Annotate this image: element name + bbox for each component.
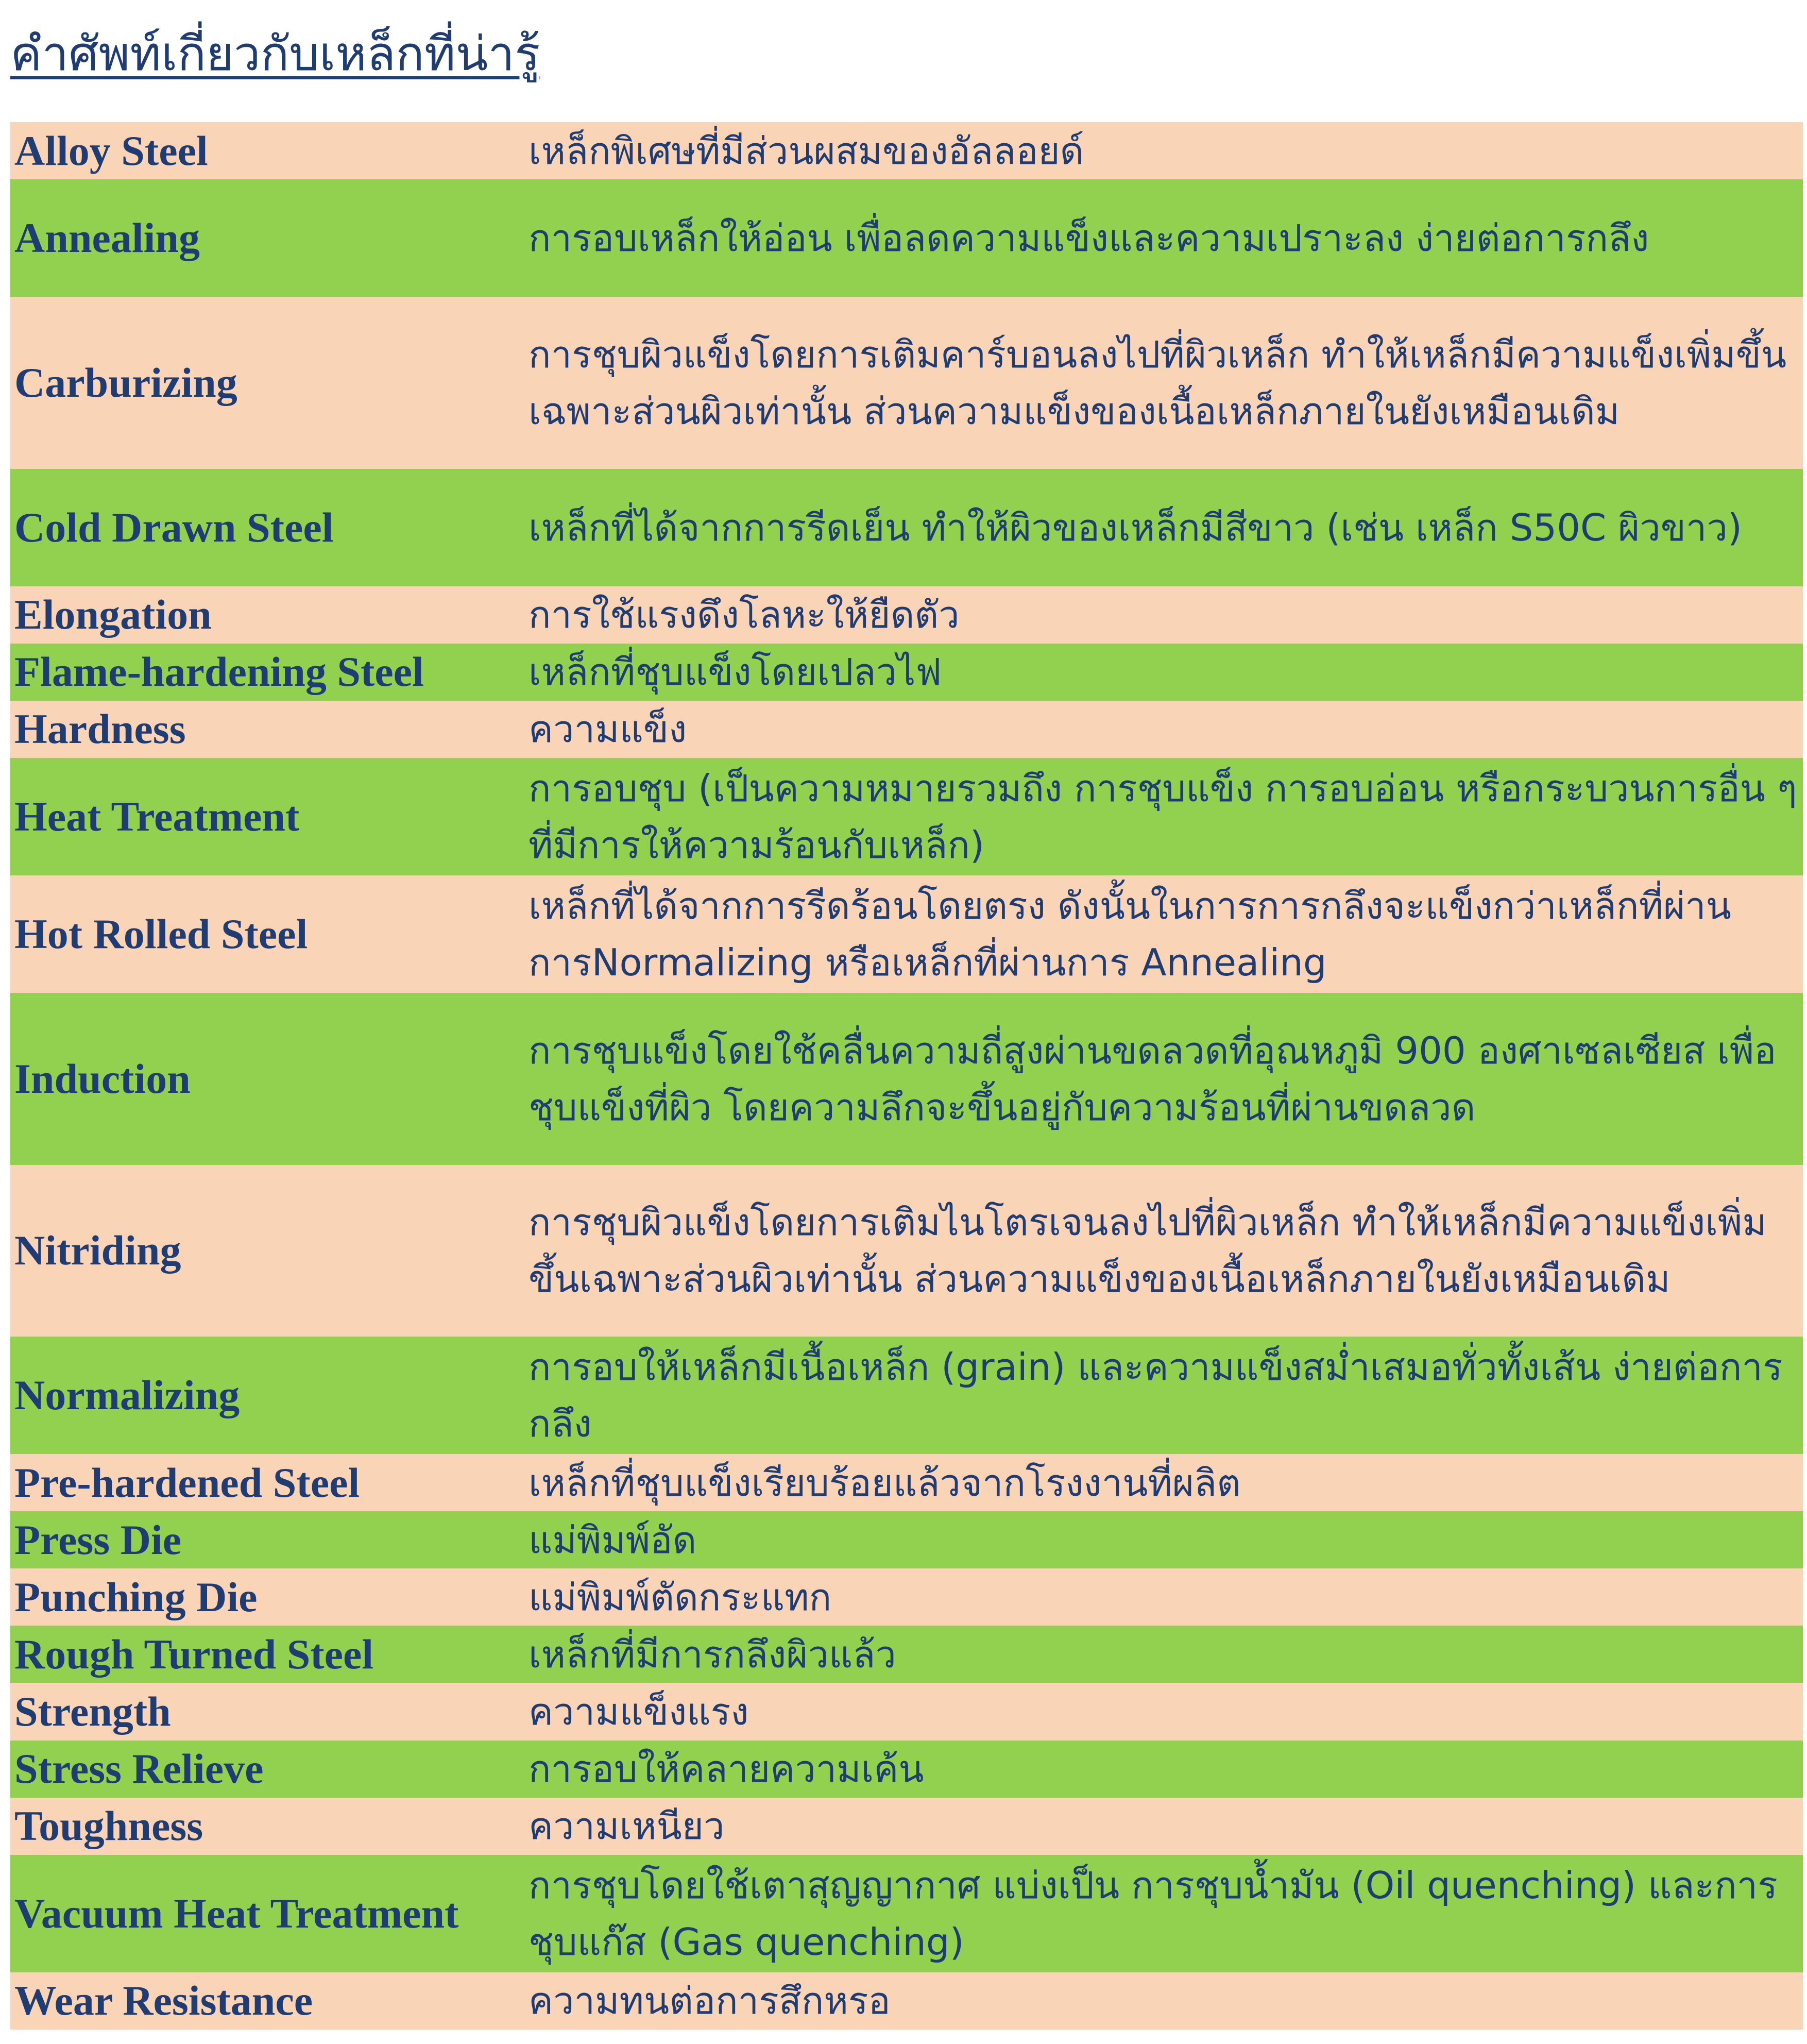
definition-cell: การใช้แรงดึงโลหะให้ยืดตัว [529, 593, 960, 637]
table-row [10, 297, 1803, 468]
definition-cell: แม่พิมพ์อัด [529, 1518, 697, 1562]
term-cell: Punching Die [14, 1573, 258, 1620]
term-cell: Press Die [14, 1516, 182, 1563]
table-row [10, 993, 1803, 1164]
definition-cell: เหล็กที่ได้จากการรีดร้อนโดยตรง ดังนั้นในการการกลึงจะแข็งกว่าเหล็กที่ผ่านการNormalizing หรือเหล็กที่ผ่านการ Annealing [529, 884, 1731, 985]
term-cell: Induction [14, 1055, 191, 1103]
term-cell: Toughness [14, 1802, 203, 1850]
term-cell: Heat Treatment [14, 793, 300, 840]
definition-cell: เหล็กพิเศษที่มีส่วนผสมของอัลลอยด์ [529, 129, 1084, 173]
table-row [10, 122, 1803, 179]
definition-cell: เหล็กที่ชุบแข็งโดยเปลวไฟ [529, 650, 942, 694]
table-row [10, 179, 1803, 297]
definition-cell: ความแข็ง [529, 707, 687, 751]
table-row [10, 1798, 1803, 1855]
term-cell: Hardness [14, 705, 186, 753]
term-cell: Stress Relieve [14, 1745, 264, 1793]
table-row [10, 1568, 1803, 1626]
term-cell: Annealing [14, 214, 200, 262]
term-cell: Nitriding [14, 1227, 181, 1274]
term-cell: Strength [14, 1687, 171, 1735]
table-row [10, 586, 1803, 644]
glossary-table [10, 122, 1803, 2030]
definition-cell: การชุบแข็งโดยใช้คลื่นความถี่สูงผ่านขดลวดที่อุณหภูมิ 900 องศาเซลเซียส เพื่อชุบแข็งที่ผิว โดยความลึกจะขึ้นอยู่กับความร้อนที่ผ่านขดลวด [529, 1029, 1777, 1129]
table-row [10, 701, 1803, 758]
table-row [10, 1626, 1803, 1683]
definition-cell: การชุบโดยใช้เตาสุญญากาศ แบ่งเป็น การชุบน้ำมัน (Oil quenching) และการชุบแก๊ส (Gas quenching) [529, 1863, 1778, 1964]
term-cell: Rough Turned Steel [14, 1630, 374, 1678]
definition-cell: การอบให้คลายความเค้น [529, 1747, 924, 1791]
definition-cell: แม่พิมพ์ตัดกระแทก [529, 1575, 832, 1619]
definition-cell: การชุบผิวแข็งโดยการเติมไนโตรเจนลงไปที่ผิวเหล็ก ทำให้เหล็กมีความแข็งเพิ่มขึ้นเฉพาะส่วนผิวเท่านั้น ส่วนความแข็งของเนื้อเหล็กภายในยังเหมือนเดิม [529, 1201, 1767, 1301]
table-row [10, 469, 1803, 586]
term-cell: Pre-hardened Steel [14, 1459, 360, 1506]
table-row [10, 1511, 1803, 1568]
table-row [10, 875, 1803, 993]
definition-cell: การอบชุบ (เป็นความหมายรวมถึง การชุบแข็ง การอบอ่อน หรือกระบวนการอื่น ๆ ที่มีการให้ความร้อนกับเหล็ก) [529, 767, 1797, 867]
table-row [10, 1741, 1803, 1798]
table-row [10, 1683, 1803, 1740]
table-row [10, 1972, 1803, 2030]
table-row [10, 1337, 1803, 1454]
term-cell: Flame-hardening Steel [14, 648, 424, 696]
term-cell: Normalizing [14, 1372, 240, 1418]
term-cell: Alloy Steel [14, 127, 208, 174]
definition-cell: การชุบผิวแข็งโดยการเติมคาร์บอนลงไปที่ผิวเหล็ก ทำให้เหล็กมีความแข็งเพิ่มขึ้นเฉพาะส่วนผิวเท่านั้น ส่วนความแข็งของเนื้อเหล็กภายในยังเหมือนเดิม [529, 332, 1787, 433]
table-row [10, 644, 1803, 701]
table-row [10, 1454, 1803, 1511]
table-row [10, 758, 1803, 875]
definition-cell: ความเหนียว [529, 1804, 725, 1848]
definition-cell: ความแข็งแรง [529, 1690, 749, 1733]
term-cell: Wear Resistance [14, 1977, 313, 2024]
table-row [10, 1855, 1803, 1972]
definition-cell: การอบให้เหล็กมีเนื้อเหล็ก (grain) และความแข็งสม่ำเสมอทั่วทั้งเส้น ง่ายต่อการกลึง [529, 1345, 1783, 1445]
definition-cell: เหล็กที่มีการกลึงผิวแล้ว [529, 1632, 896, 1676]
table-row [10, 1165, 1803, 1337]
term-cell: Carburizing [14, 359, 237, 406]
term-cell: Elongation [14, 591, 212, 638]
definition-cell: เหล็กที่ได้จากการรีดเย็น ทำให้ผิวของเหล็กมีสีขาว (เช่น เหล็ก S50C ผิวขาว) [529, 505, 1742, 549]
definition-cell: เหล็กที่ชุบแข็งเรียบร้อยแล้วจากโรงงานที่ผลิต [529, 1461, 1241, 1505]
term-cell: Vacuum Heat Treatment [14, 1889, 459, 1937]
term-cell: Cold Drawn Steel [14, 503, 334, 551]
term-cell: Hot Rolled Steel [14, 910, 308, 958]
definition-cell: ความทนต่อการสึกหรอ [529, 1979, 891, 2023]
definition-cell: การอบเหล็กให้อ่อน เพื่อลดความแข็งและความเปราะลง ง่ายต่อการกลึง [529, 216, 1649, 260]
page-title: คำศัพท์เกี่ยวกับเหล็กที่น่ารู้ [10, 26, 540, 81]
